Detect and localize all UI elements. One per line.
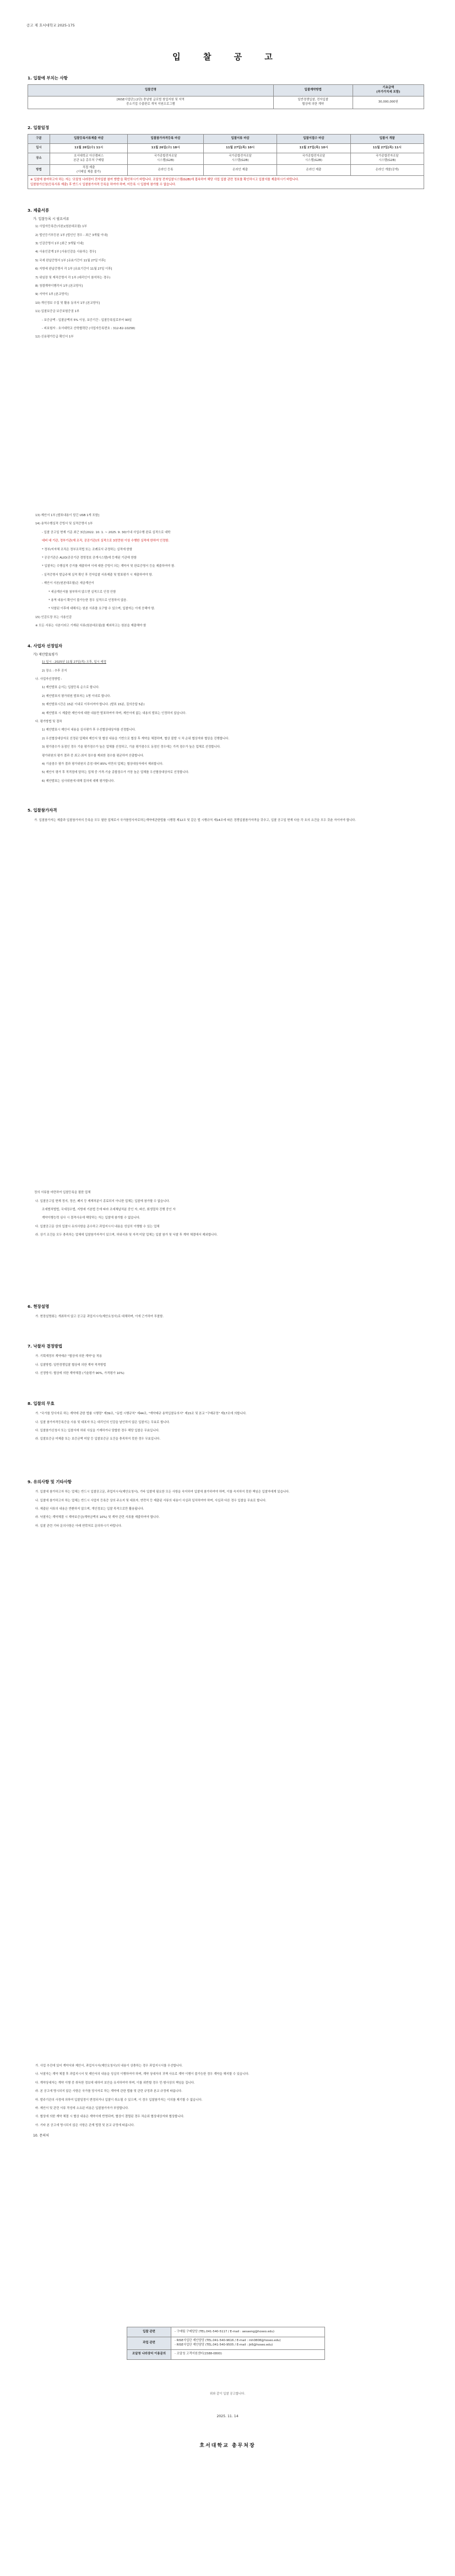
list-item: 다. 입찰참가신청서 또는 입찰서에 허위 사실을 기재하거나 담합한 경우 해당 입찰은 무효입니다. [35,1429,160,1432]
list-item: 조세범처벌법, 국세징수법, 지방세 기본법 등에 따라 조세체납처분 중인 자, 파산, 회생절차 진행 중인 자 [42,1208,176,1211]
list-item: 나. 입찰에 참가하고자 하는 업체는 반드시 사업자 등록증 상의 주소지 및 대표자, 연락처 등 제출된 서류의 내용이 사실과 일치하여야 하며, 사실과 다른 경우 입찰을 무효로 합니다. [35,1499,267,1502]
section-selection-date [28,643,424,786]
section-site-briefing [28,1303,424,1322]
list-item: 3) 인감증명서 1부 [최근 3개월 이내] [35,242,84,245]
table-cell: 국가종합전자조달 시스템(G2B) [128,153,204,165]
list-item: 라. 낙찰자는 계약체결 시 계약보증금(계약금액의 10%) 및 계약 관련 서류를 제출하여야 합니다. [35,1516,160,1520]
table-cell: 일시 [28,144,50,153]
list-item: 나. 입찰방법: 일반경쟁입찰 협상에 의한 계약 적격방법 [35,1363,106,1367]
list-item: 5) 국세 완납증명서 1부 [유효기간이 11월 27일 이후] [35,259,106,262]
list-item: - 피보험자 : 호서대학교 산학협력단 (사업자등록번호 : 312-82-10258) [42,326,136,330]
section-title: 5. 입찰참가자격 [28,808,57,813]
table-cell: 호서대학교 아산캠퍼스 본관 1층 총무처 구매팀 [50,153,128,165]
contact-table [127,2327,325,2360]
table-cell: 국가종합전자조달 시스템(G2B) [277,153,350,165]
notice-page [22,0,433,2576]
table-header: 입찰서 개찰 [350,135,424,144]
paragraph: 정의 서류를 마련하여 입찰등록을 필한 업체 [34,1191,91,1194]
list-item: * 정부/지자체 조직은 정부조직법 또는 조례로서 규정하는 실적에 한함 [42,548,133,551]
list-item: 15) 인감도장 또는 사용인감 [35,615,72,619]
table-cell: 온라인 제출 [277,164,350,176]
table-cell: 11월 26일(수) 18시 [128,144,204,153]
list-item: 14) 용역수행실적 증빙서 및 실적증명서 1부 [35,522,93,526]
paragraph: 가. 입찰참가자는 제출과 입찰참가자의 등록을 모두 필한 업체로서 국가를당사자로하는계약에관한법률 시행령 제12조 및 같은 법 시행규칙 제14조에 따른 경쟁입찰참가자격을 갖추고, 입찰 공고일 현재 다음 각 호의 요건을 모두 갖춘 자이어야 합니다. [34,819,356,823]
list-item: 7) 위임장 및 재직증명서 각 1부 (대리인이 참석하는 경우) [35,276,111,280]
list-item: 나. 입찰 참가자격등록증을 사용 및 대표자 또는 대리인의 인감을 날인하지 않은 입찰서는 무효로 합니다. [35,1420,170,1424]
table-cell: 11월 27일(목) 11시 [350,144,424,153]
list-item: 4) 사용인감계 1부 [사용인감을 사용하는 경우] [35,250,96,254]
table-header: 입찰건명 [28,85,274,96]
list-item: 가. 입찰에 참가하고자 하는 업체는 반드시 입찰공고문, 과업지시서(제안요청서), 기타 입찰에 필요한 모든 사항을 숙지하여 입찰에 참가하여야 하며, 이를 숙지하지 못한 책임은 입찰자에게 있습니다. [35,1490,290,1494]
list-item: 가. 기획재정부 계약예규 "협상에 의한 계약"을 적용 [35,1355,102,1359]
list-item: 10) 개인정보 수집 및 활용 동의서 1부 [본교양식] [35,301,100,305]
bid-items-table [28,84,424,109]
table-cell: 국가종합전자조달 시스템(G2B) [350,153,424,165]
contact-label: 과업 관련 [127,2337,171,2350]
contact-section [28,2327,424,2360]
list-item: * 세금계산서를 첨부하지 않으면 실적으로 인정 안함 [48,590,116,594]
section-eligibility [28,807,424,825]
list-item: - 실적증명서 발급주체 실적 확인 후 전자입찰 서류제출 및 발표평가 시 제출하여야 함. [42,573,153,577]
list-item: * 공공기관은 ALIO(공공기관 경영정보 공개시스템)에 등재된 기관에 한함 [42,556,137,560]
section-documents [28,207,424,342]
list-item: 가. 사업 추진에 있어 계약서와 제안서, 과업지시서(제안요청서)의 내용이 상충하는 경우 과업지시서를 우선합니다. [35,2064,183,2068]
section-invalidity [28,1400,424,1444]
table-header: 입찰서류 마감 [203,135,277,144]
list-item: 라. 상기 조건을 모두 충족하는 업체에 입찰참가자격이 있으며, 허위서류 및 자격 미달 업체는 입찰 참가 및 낙찰 후 계약 체결에서 제외합니다. [35,1233,218,1237]
schedule-table [28,134,424,176]
section-title: 1. 입찰에 부치는 사항 [28,76,68,80]
list-item: 사. 협상에 의한 계약 체결 시 협상 내용은 계약서에 반영되며, 협상이 결렬된 경우 차순위 협상대상자와 협상합니다. [35,2115,185,2119]
list-item: 1) 사업자등록증(사본)(원본대조필) 1부 [35,225,87,229]
list-item: 나. 낙찰자는 계약 체결 후 과업지시서 및 제안서의 내용을 성실히 이행하여야 하며, 계약 상대자의 귀책 사유로 계약 이행이 불가능한 경우 계약을 해지할 수 있습니다. [35,2073,250,2076]
table-cell: 온라인 등록 [128,164,204,176]
list-item: 5) 제안서 평가 후 적격점에 달하는 업체 중 가격·기술 종합점수가 가장 높은 업체를 우선협상대상자로 선정합니다. [42,771,189,775]
list-item: 라. 본 공고에 명시되지 않은 사항은 국가를 당사자로 하는 계약에 관한 법률 및 관련 규정과 본교 규정에 따릅니다. [35,2090,182,2094]
list-item: 9) 서약서 1부 [본교양식] [35,293,68,297]
list-item: * 입찰자는 수행실적 증거를 제출하여 이에 대한 증빙이 되는 계약서 및 완료증명서 등을 제출하여야 함. [42,565,175,568]
section-title: 3. 제출서류 [28,208,50,213]
table-cell: 방법 [28,164,50,176]
list-item: 1) 제안발표시 제안서 내용을 실사평가 후 우선협상대상자를 선정합니다. [42,728,136,732]
subsection-title: 가) 제안발표평가 [33,653,58,657]
list-item: 2) 법인등기부등본 1부 [법인인 경우 - 최근 3개월 이내] [35,233,108,237]
table-cell: 국가종합전자조달 시스템(G2B) [203,153,277,165]
contact-value: - RISE사업단 제안담당 (TEL.041-540-9616 / E-mail : mh0808@hoseo.edu) - RISE사업단 제안담당 (TEL.041-540-9505 / E-mail : jk6@hoseo.edu) [171,2337,325,2350]
list-item: - 보증금액 : 입찰금액의 5% 이상, 보증기간 : 입찰등록일로부터 90일 [42,318,132,322]
table-cell: 온라인 제출 [203,164,277,176]
list-item: 마. 입찰 관련 기타 문의사항은 아래 연락처로 문의하시기 바랍니다. [35,1524,122,1528]
subsection-title: 가. 입찰등록 시 필요서류 [33,217,69,222]
section-notes [28,1479,424,1531]
notice-date: 2025. 11. 14 [216,2414,239,2418]
list-item: 다. 제출된 서류의 내용은 반환하지 않으며, 개인정보는 입찰 목적으로만 활용됩니다. [35,1507,144,1511]
list-item: * 용역 내용이 확인이 불가능한 경우 실적으로 인정하지 않음. [48,599,128,603]
table-cell: 11월 26일(수) 11시 [50,144,128,153]
table-cell: 11월 27일(목) 10시 [203,144,277,153]
list-item: 6) 제안발표는 심사위원에 대해 질의에 대해 평가합니다. [42,779,115,783]
list-item: 다. 입찰공고문 상의 입찰시 유의사항을 준수하고 과업지시서 내용을 성실히 이행할 수 있는 업체 [35,1225,160,1228]
list-item: 나. 입찰공고일 현재 정지, 정산, 폐지 등 제재처분이 종료되지 아니한 업체는 입찰에 참가할 수 없습니다. [35,1199,170,1203]
list-item: 다. 선정방식: 협상에 의한 계약체결 (기술평가 90%, 가격평가 10%) [35,1371,124,1375]
list-item: 가. 현장설명회는 개최하지 않고 공고문 과업지시서(제안요청서)로 대체하며, 이에 근거하여 투찰함. [35,1315,164,1319]
table-header: 입찰등록서류제출 마감 [50,135,128,144]
list-item: * 낙찰된 이후에 대해서는 원본 서류를 요구할 수 있으며, 입찰자는 이에 응해야 함. [48,607,155,611]
list-item: 12) 신용평가등급 확인서 1부 [35,335,74,339]
list-item: 계약이행능력 심사 시 결격사유에 해당하는 자는 입찰에 참가할 수 없습니다. [42,1216,140,1220]
section-schedule [28,125,424,189]
contact-label: 조달청 나라장터 이용문의 [127,2349,171,2359]
documents-list [28,223,424,342]
section-title: 7. 낙찰자 결정방법 [28,1344,63,1349]
table-cell: 일반경쟁입찰, 전자입찰 협상에 의한 계약 [273,96,353,109]
section-title: 9. 유의사항 및 기타사항 [28,1479,72,1484]
notice-number: 공고 제 호서대학교 2025-175 [26,23,75,28]
table-cell: [RISE사업단] (2단) 충남형 글로벌 창업지원 및 지역 중소기업 수출판로 개척 지원프로그램 [28,96,274,109]
list-item: 대비 대 기관, 정부기관(재 조직, 공공기관)의 실적으로 3천만원 이상 수행한 실적에 한하여 인정함. [42,539,170,543]
list-item: 1) 제안발표 순서는 입찰등록 순으로 합니다. [42,686,100,690]
table-cell: 장소 [28,153,50,165]
contact-value: - 조달청 고객지원센터(1588-0800) [171,2349,325,2359]
section-title: 2. 입찰일정 [28,125,50,130]
table-cell: 온라인 개찰(공개) [350,164,424,176]
table-header: 입찰서접수 마감 [277,135,350,144]
list-item: 2) 우선협상대상자로 선정된 업체와 제안서 및 협상 내용을 기반으로 협상 후 계약을 체결하며, 협상 불발 시 차 순위 협상자와 협상을 진행합니다. [42,737,230,740]
section-notes-continued [28,2062,424,2139]
section-title: 6. 현장설명 [28,1304,50,1309]
table-header: 기초금액 (부가가치세 포함) [353,85,424,96]
table-cell: 11월 27일(목) 10시 [277,144,350,153]
contact-title: 10. 문의처 [33,2134,49,2138]
list-item: 3) 평가점수가 동점인 경우 기술 평가점수가 높은 업체를 선정하고, 기술 평가점수도 동점인 경우에는 가격 점수가 높은 업체로 선정합니다. [42,745,221,749]
list-item: 4) 기술점수 평가 결과 평가위원의 총점 대비 85% 미만의 업체는 협상대상자에서 제외합니다. [42,762,164,766]
list-item: 바. 제안서 및 관련 서류 작성에 소요된 비용은 입찰참가자가 부담합니다. [35,2107,129,2111]
contact-value: - 구매팀 구매담당 (TEL.041-540-5117 / E-mail : aesaeng@hoseo.edu) [171,2327,325,2337]
list-item: 나. 사업자선정방법 : [35,677,62,681]
list-item: 다. 계약상대자는 계약 이행 중 취득한 정보에 대하여 보안을 유지하여야 하며, 이를 위반할 경우 민·형사상의 책임을 집니다. [35,2081,195,2085]
section-bid-items [28,75,424,109]
list-item: 6) 지방세 완납증명서 각 1부 [유효기간이 11월 27일 이후] [35,267,112,271]
table-cell: 직접 제출 (이메일 제출 불가) [50,164,128,176]
list-item: - 입찰 공고일 현재 기준 최근 3년(2022. 10. 1. ~ 2025. 9. 30)이내 사업수행 완료 실적으로 대학 [42,530,171,534]
list-item: 8) 청렴계약이행각서 1부 [본교양식] [35,284,83,288]
schedule-note: ※ 입찰에 참여하고자 하는 자는 '조달청 나라장터 전자입찰 참여 방법'을 확인하시기 바랍니다. 조달청 전자입찰시스템(G2B)에 접속하여 해당 사업 입찰 관련 정보를 확인하시고 입찰서를 제출하시기 바랍니다. 입찰참가신청(등록서류 제출) 후 반드시 입찰참가자격 등록을 하여야 하며, 미등록 시 입찰에 참가할 수 없습니다. [28,176,424,189]
section-documents-continued [28,512,424,631]
page-title: 입 찰 공 고 [172,52,283,62]
section-title: 8. 입찰의 무효 [28,1401,55,1406]
list-item: 2) 장소 : 추후 공지 [42,669,67,673]
list-item: 가. "국가를 당사자로 하는 계약에 관한 법률 시행령" 제39조, "동법 시행규칙" 제44조, "계약예규 용역입찰유의서" 제15조 및 본교 "구매규정" 제17조에 의합니다. [35,1412,247,1416]
table-header: 구분 [28,135,50,144]
contact-label: 입찰 관련 [127,2327,171,2337]
list-item: 평가위원의 평가 결과 중 최고·최저 점수를 제외한 점수를 평균하여 산출합니다. [42,754,144,758]
list-item: 13) 제안서 1부 [발표내용이 담긴 USB 1개 포함] [35,514,99,517]
section-title: 4. 사업자 선정일자 [28,643,63,648]
list-item: 11) 입찰보증금 보증보험증권 1부 [35,310,80,314]
table-cell: 30,000,000원 [353,96,424,109]
list-item: - 제안서 사본(원본대조필)은 세금계산서 [42,582,94,586]
table-header: 입찰참가자격등록 마감 [128,135,204,144]
issuer-name: 호서대학교 총무처장 [199,2443,256,2449]
list-item: ※ 모든 서류는 사본이라고 기재된 서류(원본대조필)를 제외하고는 원본을 제출해야 함 [35,624,147,628]
list-item: 4) 제안발표 시 제출한 제안서에 대한 내용만 발표하여야 하며, 제안서에 없는 내용의 발표는 인정하지 않습니다. [42,711,187,715]
list-item: 1) 일시 : 2025년 11월 27일(목) 오후, 일시 예정 [42,661,106,664]
list-item: 2) 제안발표의 평가위원 발표자는 1명 이내로 합니다. [42,694,111,698]
list-item: 아. 기타 본 공고에 명시되지 않은 사항은 관계 법령 및 본교 규정에 따릅니다. [35,2123,135,2127]
list-item: 라. 입찰보증금 미제출 또는 보증금액 미달 등 입찰보증금 요건을 충족하지 못한 경우 무효입니다. [35,1437,161,1441]
list-item: 3) 제안발표시간은 15분 이내로 이루어져야 합니다. (발표 15분, 질의응답 5분) [42,703,145,707]
closing-statement: 위와 같이 입찰 공고합니다. [209,2392,246,2396]
table-header: 입찰계약방법 [273,85,353,96]
section-eligibility-continued [28,1189,424,1240]
list-item: 마. 발주기관의 사정에 의하여 입찰일정이 변경되거나 입찰이 취소될 수 있으며, 이 경우 입찰참가자는 이의를 제기할 수 없습니다. [35,2098,203,2102]
list-item: 다. 평가방법 및 절차 [35,720,62,723]
section-award-method [28,1343,424,1378]
